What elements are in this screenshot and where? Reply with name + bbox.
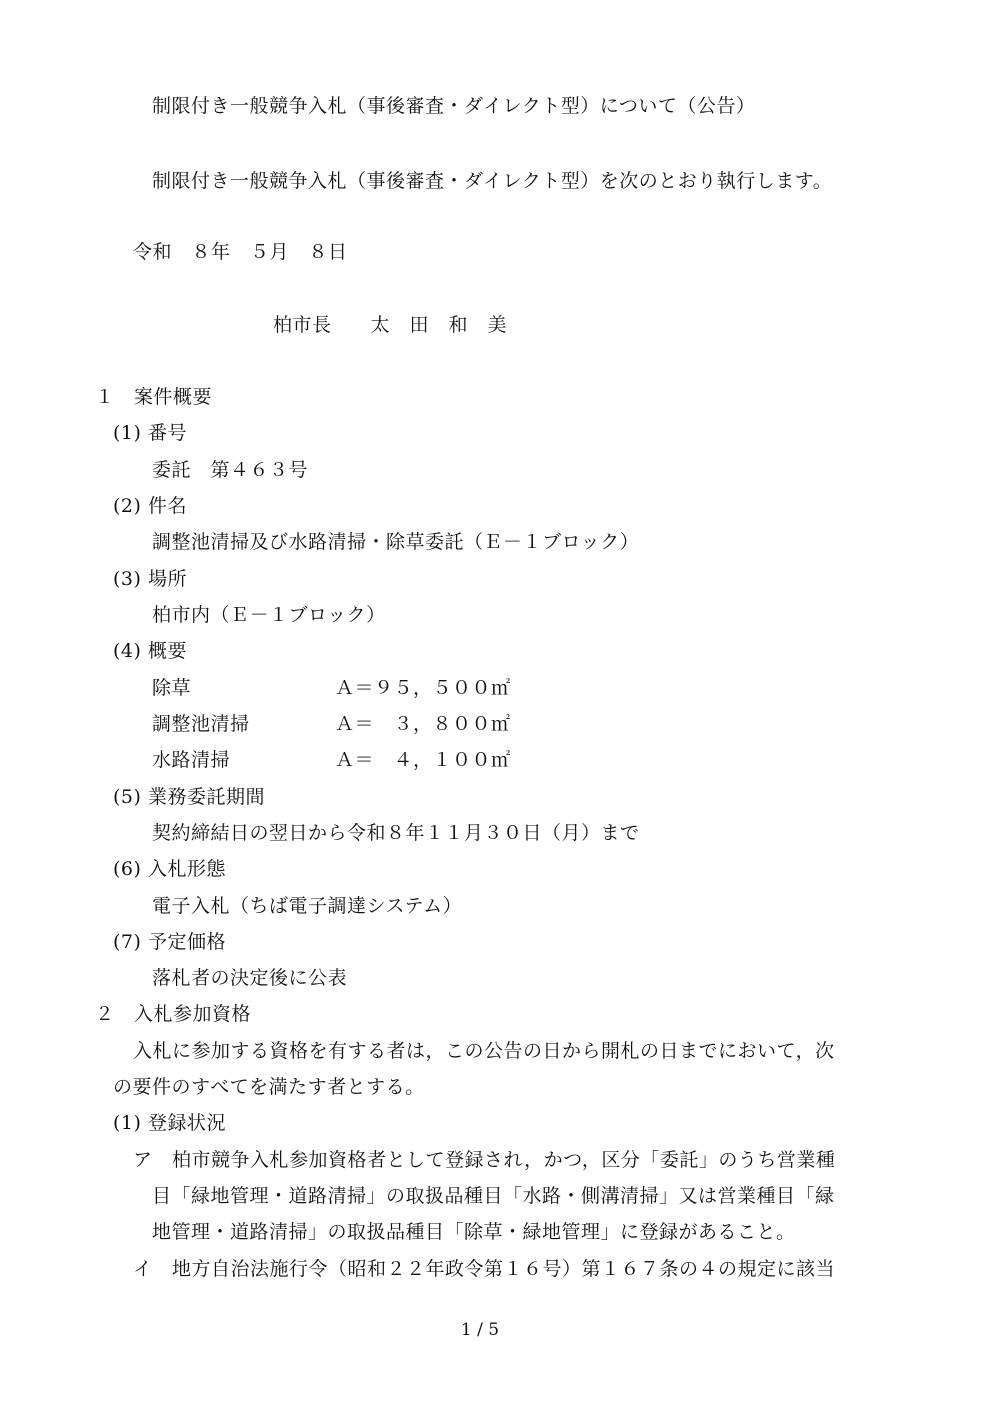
overview-area: Ａ＝ ３，８００㎡: [335, 713, 511, 735]
overview-row: [152, 677, 752, 699]
item-bid-type-label: (6) 入札形態: [113, 858, 226, 880]
item-period-value: 契約締結日の翌日から令和８年１１月３０日（月）まで: [152, 822, 640, 844]
requirement-a-line: ア 柏市競争入札参加資格者として登録され，かつ，区分「委託」のうち営業種: [133, 1149, 836, 1171]
item-price-value: 落札者の決定後に公表: [152, 967, 348, 989]
requirement-i-line: イ 地方自治法施行令（昭和２２年政令第１６号）第１６７条の４の規定に該当: [133, 1258, 836, 1280]
issuer-name: 柏市長 太 田 和 美: [273, 314, 508, 336]
overview-name: 除草: [152, 677, 192, 699]
section2-intro-line: の要件のすべてを満たす者とする。: [113, 1076, 425, 1098]
overview-area: Ａ＝９５，５００㎡: [335, 677, 511, 699]
notice-date: 令和 ８年 ５月 ８日: [133, 241, 348, 263]
item-period-label: (5) 業務委託期間: [113, 786, 265, 808]
overview-row: [152, 749, 752, 771]
requirement-a-line: 地管理・道路清掃」の取扱品種目「除草・緑地管理」に登録があること。: [152, 1221, 796, 1243]
registration-label: (1) 登録状況: [113, 1112, 226, 1134]
item-bid-type-value: 電子入札（ちば電子調達システム）: [152, 895, 463, 917]
item-number-label: (1) 番号: [113, 422, 187, 444]
overview-name: 調整池清掃: [152, 713, 250, 735]
section1-heading: １ 案件概要: [95, 386, 213, 408]
section2-intro-line: 入札に参加する資格を有する者は，この公告の日から開札の日までにおいて，次: [133, 1040, 835, 1062]
item-overview-label: (4) 概要: [113, 640, 187, 662]
overview-name: 水路清掃: [152, 749, 231, 771]
requirement-a-line: 目「緑地管理・道路清掃」の取扱品種目「水路・側溝清掃」又は営業種目「緑: [152, 1185, 835, 1207]
page-number: 1 / 5: [460, 1320, 500, 1340]
item-number-value: 委託 第４６３号: [152, 459, 309, 481]
item-name-value: 調整池清掃及び水路清掃・除草委託（Ｅ－１ブロック）: [152, 531, 640, 553]
overview-area: Ａ＝ ４，１００㎡: [335, 749, 511, 771]
notice-title: 制限付き一般競争入札（事後審査・ダイレクト型）について（公告）: [152, 95, 756, 117]
item-location-label: (3) 場所: [113, 568, 187, 590]
section2-heading: ２ 入札参加資格: [95, 1003, 252, 1025]
item-price-label: (7) 予定価格: [113, 931, 226, 953]
item-name-label: (2) 件名: [113, 495, 187, 517]
item-location-value: 柏市内（Ｅ－１ブロック）: [152, 604, 386, 626]
notice-intro: 制限付き一般競争入札（事後審査・ダイレクト型）を次のとおり執行します。: [152, 170, 833, 192]
overview-row: [152, 713, 752, 735]
